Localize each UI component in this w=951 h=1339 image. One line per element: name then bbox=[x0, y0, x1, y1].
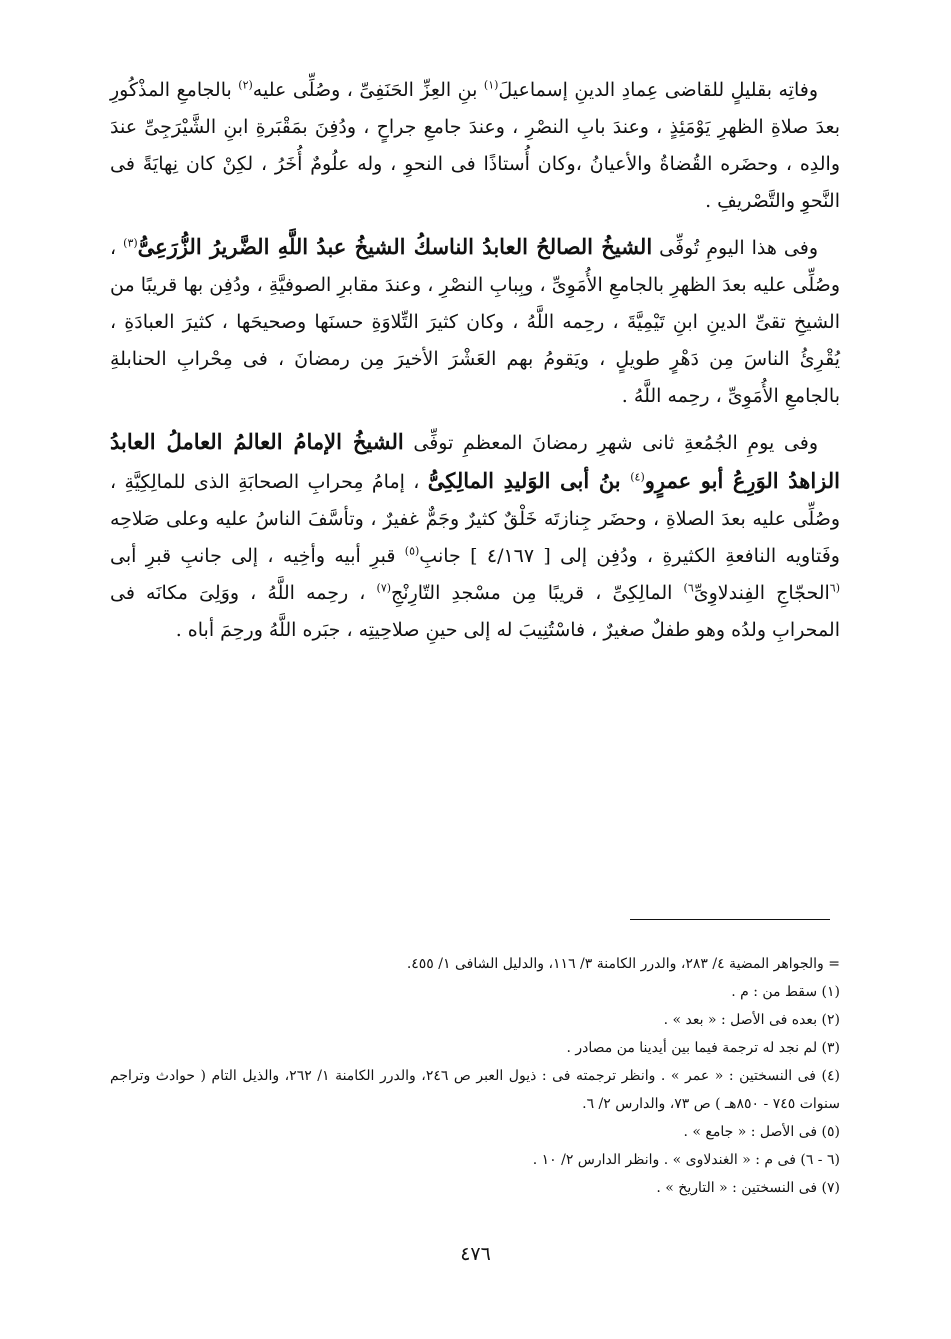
footnote-1: (١) سقط من : م . bbox=[731, 984, 840, 1000]
footnote-separator bbox=[630, 919, 830, 920]
footnote-continuation: = والجواهر المضية ٤/ ٢٨٣، والدرر الكامنة ٣/ ١١٦، والدليل الشافى ١/ ٤٥٥. bbox=[406, 956, 840, 972]
footnote-6: (٦ - ٦) فى م : « الغندلاوى » . وانظر الدارس ٢/ ١٠ . bbox=[532, 1152, 840, 1168]
paragraph-3-text-2: ، إمامُ مِحرابِ الصحابَةِ الذى للمالِكِيَّةِ ، وصُلِّى عليه بعدَ الصلاةِ ، وحضَر جِنازتَه خَلْقٌ كثيرٌ وجَمٌّ غفيرٌ ، وتأسَّفَ الناسُ عليه وعلى صَلاحِه وفَتاويه النافعةِ الكثيرةِ ، ودُفِن إلى bbox=[110, 471, 840, 567]
paragraph-3-text-4: قبرِ أبيه وأخِيه ، إلى جانبِ قبرِ أبى bbox=[110, 545, 405, 567]
person-name-bold: الشيخُ الصالحُ العابدُ الناسكُ الشيخُ عبدُ اللَّهِ الضَّريرُ الزُّرَعِىُّ bbox=[137, 234, 653, 259]
page-number: ٤٧٦ bbox=[460, 1243, 491, 1265]
paragraph-2-text-2: ، وصُلِّى عليه بعدَ الظهرِ بالجامعِ الأُمَوِىِّ ، وبِبابِ النصْرِ ، وعندَ مقابرِ الصوفيَّةِ ، ودُفِن بها قريبًا من الشيخِ تقىِّ الدينِ ابنِ تَيْمِيَّةَ ، رحِمه اللَّهُ ، وكان كثيرَ التِّلاوَةِ حسنَها وصحيحَها ، كثيرَ العبادَةِ ، يُقْرِئُ الناسَ مِن دَهْرٍ طويلٍ ، ويَقومُ بهم العَشْرَ الأخيرَ مِن رمضانَ ، فى مِحْرابِ الحنابلةِ بالجامعِ الأُمَوِىِّ ، رحِمه اللَّهُ . bbox=[110, 237, 840, 407]
footnote-5: (٥) فى الأصل : « جامع » . bbox=[683, 1124, 840, 1140]
footnote-marker-4[interactable]: (٤) bbox=[630, 470, 645, 484]
main-text bbox=[110, 72, 840, 649]
person-name-bold: الشيخُ الإمامُ العالمُ العاملُ العابدُ الزاهدُ الوَرِعُ أبو عمرٍو bbox=[110, 429, 840, 493]
footnote-marker-5[interactable]: (٥) bbox=[404, 544, 420, 558]
person-name-bold-2: بنُ أبى الوَليدِ المالِكِىُّ bbox=[427, 468, 631, 493]
paragraph-2 bbox=[110, 228, 840, 415]
footnote-marker-2[interactable]: (٢) bbox=[238, 78, 253, 92]
paragraph-3-text-7: ، رحِمه اللَّهُ ، ووَلِىَ مكانَه فى المحرابِ ولدُه وهو طفلٌ صغيرٌ ، فاسْتُنِيبَ له إلى حينِ صلاحِيتِه ، جبَره اللَّهُ ورحِمَ أباه . bbox=[110, 582, 840, 641]
footnote-marker-7[interactable]: (٧) bbox=[376, 581, 392, 595]
footnotes bbox=[110, 950, 840, 1202]
footnote-marker-6-open[interactable]: (٦ bbox=[829, 581, 841, 595]
footnote-7: (٧) فى النسختين : « التاريخ » . bbox=[656, 1180, 840, 1196]
footnote-marker-3[interactable]: (٣) bbox=[123, 236, 138, 250]
paragraph-1-text-2: بنِ العِزِّ الحَنَفِىِّ ، وصُلِّى عليه bbox=[252, 79, 484, 101]
paragraph-3 bbox=[110, 423, 840, 649]
paragraph-3-text: وفى يومِ الجُمُعةِ ثانى شهرِ رمضانَ المعظمِ توفِّى bbox=[403, 432, 818, 454]
paragraph-3-text-5: الحجّاجِ الفِندلاوِىِّ bbox=[693, 582, 830, 604]
footnote-2: (٢) بعده فى الأصل : « بعد » . bbox=[663, 1012, 840, 1028]
footnote-3: (٣) لم نجد له ترجمة فيما بين أيدينا من مصادر . bbox=[566, 1040, 840, 1056]
paragraph-3-text-6: المالِكِىِّ ، قريبًا مِن مسْجدِ التّارِنْجِ bbox=[391, 582, 684, 604]
paragraph-1-text-3: بالجامعِ المذْكُورِ بعدَ صلاةِ الظهرِ يَوْمَئِذٍ ، وعندَ بابِ النصْرِ ، وعندَ جامعِ جراحٍ ، ودُفِنَ بمَقْبَرةِ ابنِ الشَّيْرَجِىِّ عندَ والدِه ، وحضَره القُضاةُ والأعيانُ ،وكان أُستاذًا فى النحوِ ، وله علُومٌ أُخَرُ ، لكِنْ كان نِهايَةً فى النَّحوِ والتَّصْريفِ . bbox=[110, 79, 840, 212]
paragraph-3-text-3: جانبِ bbox=[419, 545, 471, 567]
paragraph-2-text: وفى هذا اليومِ تُوفِّى bbox=[652, 237, 819, 259]
footnote-4: (٤) فى النسختين : « عمر » . وانظر ترجمته فى : ذيول العبر ص ٢٤٦، والدرر الكامنة ١/ ٢٦٢، والذيل التام ( حوادث وتراجم سنوات ٧٤٥ - ٨٥٠هـ ) ص ٧٣، والدارس ٢/ ٦. bbox=[110, 1068, 840, 1112]
paragraph-1-text: وفاتِه بقليلٍ للقاضى عِمادِ الدينِ إسماعيلَ bbox=[498, 79, 818, 101]
volume-page-reference: [ ٤/١٦٧ ] bbox=[470, 545, 551, 567]
footnote-marker-6-close[interactable]: ٦) bbox=[683, 581, 694, 595]
paragraph-1 bbox=[110, 72, 840, 220]
footnote-marker-1[interactable]: (١) bbox=[483, 78, 499, 92]
